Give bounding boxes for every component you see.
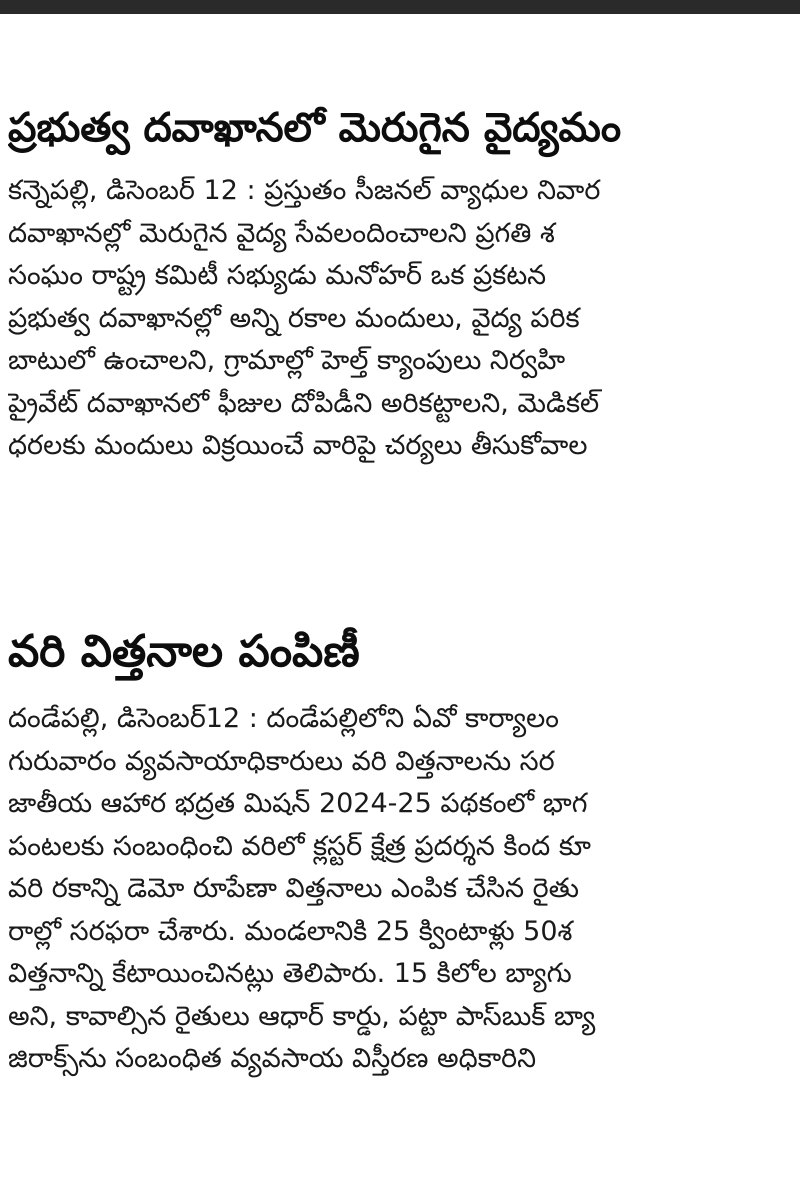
article-body-line: దవాఖానల్లో మెరుగైన వైద్య సేవలందించాలని ప్రగతి శ bbox=[8, 217, 555, 249]
article-body-line: ప్రభుత్వ దవాఖానల్లో అన్ని రకాల మందులు, వైద్య పరిక bbox=[8, 302, 580, 334]
article-body-line: పంటలకు సంబంధించి వరిలో క్లస్టర్ క్షేత్ర ప్రదర్శన కింద కూ bbox=[8, 830, 591, 862]
article-body-line: దండేపల్లి, డిసెంబర్12 : దండేపల్లిలోని ఏవో కార్యాలం bbox=[8, 703, 559, 734]
top-border-bar bbox=[0, 0, 800, 14]
article-body-line: జాతీయ ఆహార భద్రత మిషన్ 2024-25 పథకంలో భాగ bbox=[8, 788, 588, 819]
article-body-line: కన్నెపల్లి, డిసెంబర్ 12 : ప్రస్తుతం సీజనల్ వ్యాధుల నివార bbox=[8, 175, 601, 206]
article-seeds bbox=[8, 620, 800, 1081]
article-body-line: రాల్లో సరఫరా చేశారు. మండలానికి 25 క్వింటాళ్లు 50శ bbox=[8, 915, 573, 947]
article-headline: వరి విత్తనాల పంపిణీ bbox=[8, 626, 360, 677]
article-body-line: జిరాక్స్‌ను సంబంధిత వ్యవసాయ విస్తీరణ అధికారిని bbox=[8, 1043, 537, 1074]
article-body-line: గురువారం వ్యవసాయాధికారులు వరి విత్తనాలను సర bbox=[8, 745, 555, 777]
article-body-line: ప్రైవేట్ దవాఖానలో ఫీజుల దోపిడీని అరికట్టాలని, మెడికల్ bbox=[8, 387, 600, 419]
article-body-line: ధరలకు మందులు విక్రయించే వారిపై చర్యలు తీసుకోవాల bbox=[8, 430, 588, 461]
article-body-line: విత్తనాన్ని కేటాయించినట్లు తెలిపారు. 15 కిలోల బ్యాగు bbox=[8, 958, 572, 989]
article-body-line: అని, కావాల్సిన రైతులు ఆధార్ కార్డు, పట్టా పాస్‌బుక్ బ్యా bbox=[8, 1000, 596, 1032]
article-body-line: సంఘం రాష్ట్ర కమిటీ సభ్యుడు మనోహర్ ఒక ప్రకటన bbox=[8, 260, 547, 291]
article-headline: ప్రభుత్వ దవాఖానలో మెరుగైన వైద్యమం bbox=[8, 105, 622, 151]
article-body-line: బాటులో ఉంచాలని, గ్రామాల్లో హెల్త్ క్యాంపులు నిర్వహి bbox=[8, 345, 566, 376]
article-body-line: వరి రకాన్ని డెమో రూపేణా విత్తనాలు ఎంపిక చేసిన రైతు bbox=[8, 873, 579, 904]
article-health bbox=[8, 98, 800, 468]
